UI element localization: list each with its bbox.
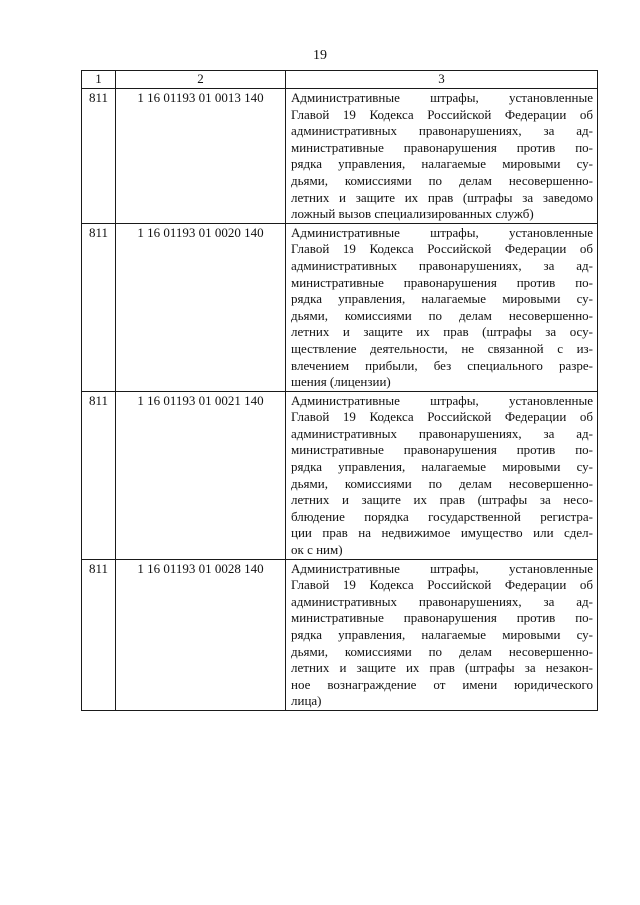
description-line: министративные правонарушения против по- [291, 139, 593, 155]
table-header [82, 71, 598, 89]
description-line: административных правонарушениях, за ад- [291, 425, 593, 441]
table-header-row [82, 71, 598, 89]
description-line: шения (лицензии) [291, 374, 391, 390]
description-line: дьями, комиссиями по делам несовершенно- [291, 475, 593, 491]
header-col-3: 3 [286, 71, 598, 89]
description-line: административных правонарушениях, за ад- [291, 257, 593, 273]
admin-code-cell: 811 [82, 391, 116, 559]
description-cell [286, 89, 598, 224]
description-line: Административные штрафы, установленные [291, 224, 593, 240]
description-line: ное вознаграждение от имени юридического [291, 676, 593, 692]
description-cell [286, 391, 598, 559]
description-line: ложный вызов специализированных служб) [291, 206, 534, 222]
description-line: Административные штрафы, установленные [291, 90, 593, 105]
description-line: лица) [291, 693, 322, 709]
page-number: 19 [313, 48, 327, 63]
description-line: влечением прибыли, без специального разре- [291, 357, 593, 373]
description-cell [286, 223, 598, 391]
description-line: ществление деятельности, не связанной с из- [291, 340, 593, 356]
description-line: министративные правонарушения против по- [291, 274, 593, 290]
description-line: Главой 19 Кодекса Российской Федерации об [291, 106, 593, 122]
description-line: рядка управления, налагаемые мировыми су- [291, 459, 593, 475]
budget-classification-code-cell: 1 16 01193 01 0028 140 [116, 559, 286, 710]
description-line: Административные штрафы, установленные [291, 560, 593, 576]
description-cell [286, 559, 598, 710]
description-line: летних и защите их прав (штрафы за осу- [291, 324, 593, 340]
admin-code-cell: 811 [82, 89, 116, 224]
description-line: дьями, комиссиями по делам несовершенно- [291, 643, 593, 659]
description-line: Главой 19 Кодекса Российской Федерации об [291, 409, 593, 425]
description-line: дьями, комиссиями по делам несовершенно- [291, 307, 593, 323]
budget-classification-code-cell: 1 16 01193 01 0013 140 [116, 89, 286, 224]
description-line: рядка управления, налагаемые мировыми су- [291, 627, 593, 642]
admin-code-cell: 811 [82, 559, 116, 710]
description-line: Административные штрафы, установленные [291, 392, 593, 408]
description-line: министративные правонарушения против по- [291, 610, 593, 626]
description-line: административных правонарушениях, за ад- [291, 593, 593, 609]
description-line: Главой 19 Кодекса Российской Федерации об [291, 577, 593, 593]
budget-classification-code-cell: 1 16 01193 01 0021 140 [116, 391, 286, 559]
description-line: блюдение порядка государственной регистра- [291, 508, 593, 524]
table-row [82, 559, 598, 710]
description-line: Главой 19 Кодекса Российской Федерации об [291, 241, 593, 257]
description-line: административных правонарушениях, за ад- [291, 123, 593, 139]
table-row [82, 89, 598, 224]
admin-code-cell: 811 [82, 223, 116, 391]
description-line: летних и защите их прав (штрафы за заведомо [291, 189, 593, 205]
description-line: министративные правонарушения против по- [291, 442, 593, 458]
description-line: рядка управления, налагаемые мировыми су- [291, 156, 593, 172]
description-line: ции прав на недвижимое имущество или сдел- [291, 525, 593, 541]
header-col-2: 2 [116, 71, 286, 89]
table-row [82, 391, 598, 559]
description-line: летних и защите их прав (штрафы за незакон- [291, 660, 593, 676]
description-line: летних и защите их прав (штрафы за несо- [291, 492, 593, 508]
budget-classification-code-cell: 1 16 01193 01 0020 140 [116, 223, 286, 391]
description-line: дьями, комиссиями по делам несовершенно- [291, 172, 593, 188]
description-line: рядка управления, налагаемые мировыми су- [291, 291, 593, 307]
table-row [82, 223, 598, 391]
header-col-1: 1 [82, 71, 116, 89]
table-body [82, 89, 598, 711]
description-line: ок с ним) [291, 542, 343, 558]
budget-code-table [81, 70, 598, 711]
